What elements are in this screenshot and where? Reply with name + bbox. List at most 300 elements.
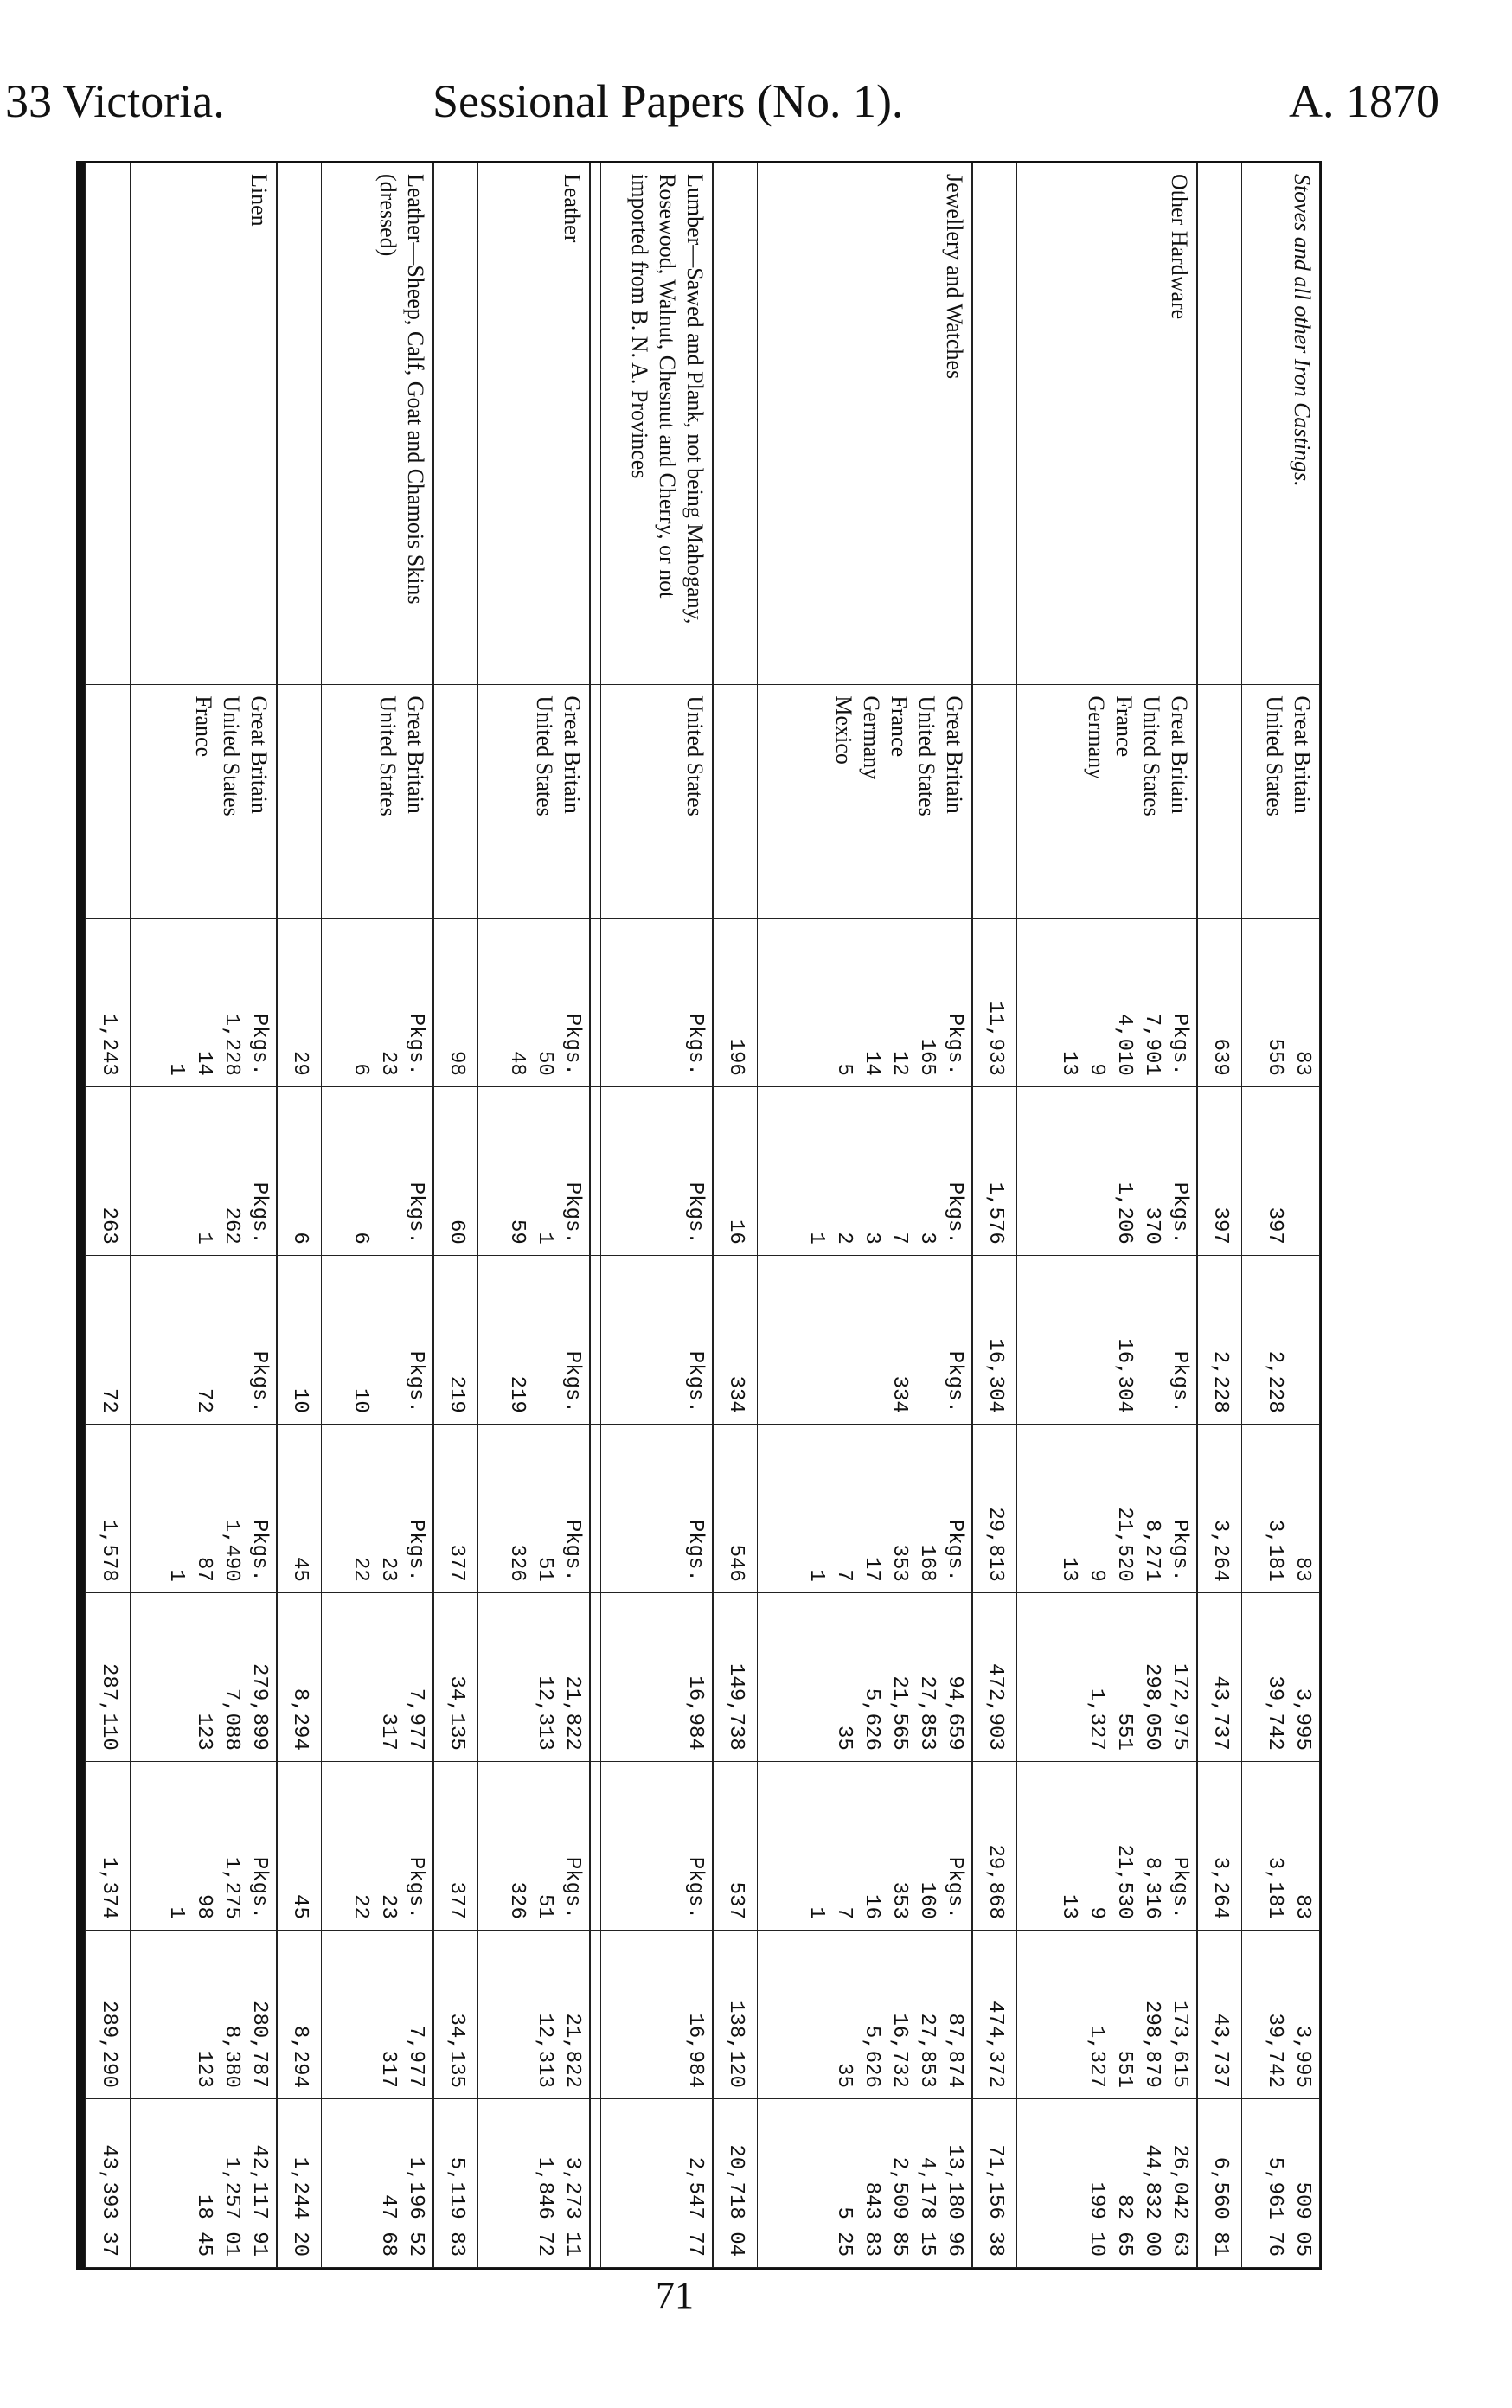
value xyxy=(857,1266,885,1413)
unit-label: Pkgs. xyxy=(943,1182,967,1245)
unit-label: Pkgs. xyxy=(683,1182,708,1245)
value: 1 xyxy=(163,1569,188,1582)
table-row-group xyxy=(758,163,973,2268)
value xyxy=(1137,1266,1165,1413)
value: 13 xyxy=(1057,1894,1081,1919)
value: 353 xyxy=(887,1881,912,1919)
value xyxy=(162,1266,189,1413)
value: 7,088 xyxy=(219,1688,243,1751)
value-cell xyxy=(477,1255,590,1424)
value-cell xyxy=(758,918,973,1086)
country-cell xyxy=(1241,685,1319,918)
value xyxy=(913,1266,940,1413)
total-spacer xyxy=(972,685,1016,918)
total-cell: 8,294 xyxy=(277,1592,321,1761)
value: 7 xyxy=(887,1232,912,1245)
value: 1,206 xyxy=(1112,1182,1137,1245)
value: 21,822 xyxy=(561,1675,585,1751)
value: 556 xyxy=(1263,1038,1286,1076)
unit-label: Pkgs. xyxy=(247,1013,271,1076)
country-name: United States xyxy=(682,695,708,817)
value-cell xyxy=(477,1930,590,2098)
value: 3 xyxy=(860,1232,884,1245)
table-row-total xyxy=(972,163,1016,2268)
unit-label: Pkgs. xyxy=(683,1013,708,1076)
unit-label: Pkgs. xyxy=(683,1350,708,1413)
value: 219 xyxy=(505,1375,529,1413)
country-name: United States xyxy=(375,695,401,817)
value-cell xyxy=(600,1424,713,1592)
table-row-total xyxy=(86,163,130,2268)
unit-label: Pkgs. xyxy=(561,1856,585,1919)
country-name: Great Britain xyxy=(942,695,968,814)
trade-table-frame xyxy=(76,161,1322,2270)
value: 173,615 xyxy=(1168,2001,1192,2088)
table-row-total xyxy=(277,163,321,2268)
value: 12,313 xyxy=(533,1675,557,1751)
article-cell: Leather—Sheep, Calf, Goat and Chamois Skins (dressed) xyxy=(321,163,433,685)
value-cell xyxy=(1241,1255,1319,1424)
running-header xyxy=(0,0,1512,138)
total-cell: 29 xyxy=(277,918,321,1086)
value-cell xyxy=(1016,1086,1197,1255)
table-row-total xyxy=(590,163,600,2268)
unit-label: Pkgs. xyxy=(943,1013,967,1076)
total-cell: 29,813 xyxy=(972,1424,1016,1592)
value: 16,984 xyxy=(683,2013,708,2088)
country-name: Great Britain xyxy=(1167,695,1193,814)
total-spacer xyxy=(277,685,321,918)
value: 51 xyxy=(533,1894,557,1919)
total-cell: 474,372 xyxy=(972,1930,1016,2098)
value: 353 xyxy=(887,1544,912,1582)
value: 9 xyxy=(1085,1063,1109,1076)
table-row-group xyxy=(130,163,277,2268)
value-cell xyxy=(1241,1930,1319,2098)
value: 334 xyxy=(887,1375,912,1413)
value xyxy=(374,1098,401,1245)
value: 551 xyxy=(1112,1713,1137,1751)
value: 1,275 xyxy=(219,1856,243,1919)
value: 7,977 xyxy=(404,1688,428,1751)
trade-table-rotated xyxy=(85,163,1320,2268)
total-cell: 6 xyxy=(277,1086,321,1255)
total-cell: 60 xyxy=(433,1086,477,1255)
country-name: France xyxy=(887,695,913,758)
country-name: United States xyxy=(218,695,244,817)
value: 9 xyxy=(1085,1906,1109,1919)
country-name: France xyxy=(190,695,216,758)
value: 10 xyxy=(349,1388,373,1413)
total-spacer xyxy=(1197,685,1241,918)
country-cell xyxy=(1016,685,1197,918)
value: 298,050 xyxy=(1140,1663,1164,1751)
value-cell xyxy=(1016,1255,1197,1424)
value-cell xyxy=(130,1424,277,1592)
value: 94,659 xyxy=(943,1675,967,1751)
unit-label: Pkgs. xyxy=(1168,1013,1192,1076)
total-cell: 219 xyxy=(433,1255,477,1424)
value: 160 xyxy=(915,1881,939,1919)
unit-label: Pkgs. xyxy=(561,1182,585,1245)
table-row-group xyxy=(1016,163,1197,2268)
value-cell xyxy=(758,1086,973,1255)
article-cell: Jewellery and Watches xyxy=(758,163,973,685)
value: 14 xyxy=(860,1050,884,1076)
total-cell: 1,576 xyxy=(972,1086,1016,1255)
value xyxy=(653,1098,681,1245)
value: 1,327 xyxy=(1085,1688,1109,1751)
value-cell xyxy=(1241,1086,1319,1255)
value-cell xyxy=(130,1761,277,1930)
unit-label: Pkgs. xyxy=(404,1350,428,1413)
value: 551 xyxy=(1112,2050,1137,2088)
country-name: United States xyxy=(914,695,940,817)
value: 87 xyxy=(191,1557,215,1582)
table-row-group xyxy=(477,163,590,2268)
total-cell: 377 xyxy=(433,1424,477,1592)
value-cell xyxy=(477,1086,590,1255)
value: 26,042 63 xyxy=(1168,2144,1192,2257)
value: 39,742 xyxy=(1263,2013,1286,2088)
value: 21,565 xyxy=(887,1675,912,1751)
value-cell xyxy=(1241,2098,1319,2267)
total-spacer xyxy=(86,163,130,685)
value: 1 xyxy=(804,1569,829,1582)
unit-label: Pkgs. xyxy=(1168,1182,1192,1245)
total-cell: 287,110 xyxy=(86,1592,130,1761)
value-cell xyxy=(321,1761,433,1930)
unit-label: Pkgs. xyxy=(561,1519,585,1582)
value: 168 xyxy=(915,1544,939,1582)
value-cell xyxy=(758,1255,973,1424)
value: 5 25 xyxy=(832,2206,856,2257)
total-cell: 43,737 xyxy=(1197,1930,1241,2098)
value-cell xyxy=(477,1424,590,1592)
value: 50 xyxy=(533,1050,557,1076)
value: 298,879 xyxy=(1140,2001,1164,2088)
value: 3,995 xyxy=(1291,2025,1314,2088)
total-cell: 138,120 xyxy=(713,1930,757,2098)
total-cell: 8,294 xyxy=(277,1930,321,2098)
value: 3,995 xyxy=(1291,1688,1314,1751)
value-cell xyxy=(321,1086,433,1255)
unit-label: Pkgs. xyxy=(1168,1856,1192,1919)
total-cell: 16,304 xyxy=(972,1255,1016,1424)
total-cell: 34,135 xyxy=(433,1930,477,2098)
total-cell: 71,156 38 xyxy=(972,2098,1016,2267)
total-spacer xyxy=(590,163,600,685)
value: 3,181 xyxy=(1263,1519,1286,1582)
value: 18 45 xyxy=(191,2193,215,2257)
total-cell: 43,393 37 xyxy=(86,2098,130,2267)
value: 326 xyxy=(505,1544,529,1582)
value xyxy=(802,1266,830,1413)
total-spacer xyxy=(86,685,130,918)
value-cell xyxy=(758,1592,973,1761)
country-name: Germany xyxy=(859,695,885,780)
value: 35 xyxy=(832,2063,856,2088)
value xyxy=(653,1772,681,1919)
value: 98 xyxy=(191,1894,215,1919)
value: 16,984 xyxy=(683,1675,708,1751)
page-number: 71 xyxy=(656,2274,694,2316)
value: 509 05 xyxy=(1291,2181,1314,2257)
value: 27,853 xyxy=(915,2013,939,2088)
value: 72 xyxy=(191,1388,215,1413)
value: 13 xyxy=(1057,1050,1081,1076)
value: 1 xyxy=(191,1232,215,1245)
value-cell xyxy=(758,1930,973,2098)
value: 843 83 xyxy=(860,2181,884,2257)
total-cell xyxy=(590,1761,600,1930)
value: 16,304 xyxy=(1112,1338,1137,1413)
value: 47 68 xyxy=(376,2193,400,2257)
value: 1 xyxy=(533,1232,557,1245)
value-cell xyxy=(600,2098,713,2267)
unit-label: Pkgs. xyxy=(561,1013,585,1076)
unit-label: Pkgs. xyxy=(943,1350,967,1413)
value xyxy=(1288,1098,1316,1245)
value-cell xyxy=(600,1086,713,1255)
value: 2,509 85 xyxy=(887,2156,912,2257)
value: 1 xyxy=(804,1232,829,1245)
value: 13 xyxy=(1057,1557,1081,1582)
value: 317 xyxy=(376,2050,400,2088)
value: 59 xyxy=(505,1219,529,1245)
value-cell xyxy=(321,1255,433,1424)
article-cell: Linen xyxy=(130,163,277,685)
total-cell: 472,903 xyxy=(972,1592,1016,1761)
value: 2,547 77 xyxy=(683,2156,708,2257)
value: 83 xyxy=(1291,1050,1314,1076)
total-cell: 43,737 xyxy=(1197,1592,1241,1761)
value: 123 xyxy=(191,1713,215,1751)
country-name: Germany xyxy=(1084,695,1110,780)
value-cell xyxy=(758,1761,973,1930)
header-title: Sessional Papers (No. 1). xyxy=(432,75,904,127)
value-cell xyxy=(477,918,590,1086)
unit-label: Pkgs. xyxy=(943,1519,967,1582)
value-cell xyxy=(321,1930,433,2098)
total-cell: 639 xyxy=(1197,918,1241,1086)
country-name: United States xyxy=(1262,695,1287,817)
value: 12 xyxy=(887,1050,912,1076)
value-cell xyxy=(130,1086,277,1255)
total-cell: 334 xyxy=(713,1255,757,1424)
total-spacer xyxy=(972,163,1016,685)
value: 39,742 xyxy=(1263,1675,1286,1751)
total-cell: 20,718 04 xyxy=(713,2098,757,2267)
value: 3,273 11 xyxy=(561,2156,585,2257)
total-cell: 149,738 xyxy=(713,1592,757,1761)
value-cell xyxy=(130,918,277,1086)
total-cell xyxy=(590,918,600,1086)
value: 279,899 xyxy=(247,1663,271,1751)
value-cell xyxy=(321,2098,433,2267)
country-name: United States xyxy=(1139,695,1165,817)
total-cell xyxy=(590,1930,600,2098)
value: 13,180 96 xyxy=(943,2144,967,2257)
value: 317 xyxy=(376,1713,400,1751)
value: 326 xyxy=(505,1881,529,1919)
total-cell: 10 xyxy=(277,1255,321,1424)
value: 8,316 xyxy=(1140,1856,1164,1919)
value xyxy=(1082,1266,1110,1413)
total-cell: 2,228 xyxy=(1197,1255,1241,1424)
total-cell: 1,578 xyxy=(86,1424,130,1592)
value xyxy=(162,1098,189,1245)
value: 1,846 72 xyxy=(533,2156,557,2257)
value: 8,271 xyxy=(1140,1519,1164,1582)
total-cell: 546 xyxy=(713,1424,757,1592)
value: 172,975 xyxy=(1168,1663,1192,1751)
value: 48 xyxy=(505,1050,529,1076)
value: 4,010 xyxy=(1112,1013,1137,1076)
value: 7,977 xyxy=(404,2025,428,2088)
value: 87,874 xyxy=(943,2013,967,2088)
value: 82 65 xyxy=(1112,2193,1137,2257)
article-cell: Other Hardware xyxy=(1016,163,1197,685)
value xyxy=(830,1266,857,1413)
table-row-group xyxy=(1241,163,1319,2268)
value: 5,626 xyxy=(860,2025,884,2088)
total-cell: 1,374 xyxy=(86,1761,130,1930)
value: 16,732 xyxy=(887,2013,912,2088)
value-cell xyxy=(130,1592,277,1761)
total-cell xyxy=(590,2098,600,2267)
value: 83 xyxy=(1291,1557,1314,1582)
table-row-group xyxy=(600,163,713,2268)
country-name: Great Britain xyxy=(403,695,429,814)
header-session: 33 Victoria. xyxy=(5,75,225,127)
value: 397 xyxy=(1263,1207,1286,1245)
total-cell: 537 xyxy=(713,1761,757,1930)
value: 2,228 xyxy=(1263,1350,1286,1413)
total-cell xyxy=(590,1592,600,1761)
value-cell xyxy=(1241,1761,1319,1930)
total-cell: 16 xyxy=(713,1086,757,1255)
total-cell: 1,243 xyxy=(86,918,130,1086)
value: 1 xyxy=(804,1906,829,1919)
value: 1 xyxy=(163,1906,188,1919)
header-year: A. 1870 xyxy=(1289,75,1439,127)
value-cell xyxy=(130,1255,277,1424)
value: 22 xyxy=(349,1557,373,1582)
value: 23 xyxy=(376,1050,400,1076)
value: 165 xyxy=(915,1038,939,1076)
total-cell xyxy=(590,1255,600,1424)
value: 23 xyxy=(376,1557,400,1582)
article-cell: Stoves and all other Iron Castings. xyxy=(1241,163,1319,685)
country-name: Mexico xyxy=(831,695,857,765)
value xyxy=(217,1266,245,1413)
value-cell xyxy=(1016,1424,1197,1592)
total-cell: 289,290 xyxy=(86,1930,130,2098)
trade-table xyxy=(85,163,1320,2268)
country-name: Great Britain xyxy=(560,695,586,814)
country-cell xyxy=(130,685,277,918)
value: 7 xyxy=(832,1569,856,1582)
unit-label: Pkgs. xyxy=(247,1519,271,1582)
value: 262 xyxy=(219,1207,243,1245)
total-cell: 45 xyxy=(277,1761,321,1930)
value-cell xyxy=(600,1255,713,1424)
total-spacer xyxy=(277,163,321,685)
value-cell xyxy=(130,2098,277,2267)
unit-label: Pkgs. xyxy=(683,1519,708,1582)
total-cell: 98 xyxy=(433,918,477,1086)
total-cell: 5,119 83 xyxy=(433,2098,477,2267)
total-cell: 263 xyxy=(86,1086,130,1255)
country-name: Great Britain xyxy=(246,695,272,814)
value: 17 xyxy=(860,1557,884,1582)
value: 21,822 xyxy=(561,2013,585,2088)
table-row-total xyxy=(433,163,477,2268)
value: 1,327 xyxy=(1085,2025,1109,2088)
value: 44,832 00 xyxy=(1140,2144,1164,2257)
unit-label: Pkgs. xyxy=(247,1350,271,1413)
article-cell: Leather xyxy=(477,163,590,685)
value: 21,530 xyxy=(1112,1844,1137,1919)
value: 83 xyxy=(1291,1894,1314,1919)
table-row-total xyxy=(1197,163,1241,2268)
total-cell: 3,264 xyxy=(1197,1761,1241,1930)
value: 9 xyxy=(1085,1569,1109,1582)
total-cell: 11,933 xyxy=(972,918,1016,1086)
total-cell xyxy=(590,1424,600,1592)
value: 16 xyxy=(860,1894,884,1919)
value: 1,257 01 xyxy=(219,2156,243,2257)
value: 280,787 xyxy=(247,2001,271,2088)
value: 6 xyxy=(349,1232,373,1245)
unit-label: Pkgs. xyxy=(683,1856,708,1919)
value: 199 10 xyxy=(1085,2181,1109,2257)
value: 35 xyxy=(832,1726,856,1751)
value: 42,117 91 xyxy=(247,2144,271,2257)
total-cell xyxy=(590,1086,600,1255)
total-cell: 377 xyxy=(433,1761,477,1930)
value: 5,626 xyxy=(860,1688,884,1751)
unit-label: Pkgs. xyxy=(1168,1350,1192,1413)
value: 21,520 xyxy=(1112,1507,1137,1582)
unit-label: Pkgs. xyxy=(1168,1519,1192,1582)
total-cell: 45 xyxy=(277,1424,321,1592)
value-cell xyxy=(321,1592,433,1761)
value xyxy=(653,1266,681,1413)
value: 123 xyxy=(191,2050,215,2088)
country-cell xyxy=(321,685,433,918)
total-spacer xyxy=(713,163,757,685)
value xyxy=(802,929,830,1076)
value: 23 xyxy=(376,1894,400,1919)
total-cell: 3,264 xyxy=(1197,1424,1241,1592)
value-cell xyxy=(600,1930,713,2098)
value: 4,178 15 xyxy=(915,2156,939,2257)
value xyxy=(1288,1266,1316,1413)
table-row-total xyxy=(713,163,757,2268)
unit-label: Pkgs. xyxy=(404,1519,428,1582)
value: 2 xyxy=(832,1232,856,1245)
total-cell: 196 xyxy=(713,918,757,1086)
value: 51 xyxy=(533,1557,557,1582)
country-name: France xyxy=(1112,695,1137,758)
total-spacer xyxy=(590,685,600,918)
value xyxy=(374,1266,401,1413)
value xyxy=(1082,1098,1110,1245)
trade-table-body xyxy=(86,163,1320,2268)
value: 1,228 xyxy=(219,1013,243,1076)
